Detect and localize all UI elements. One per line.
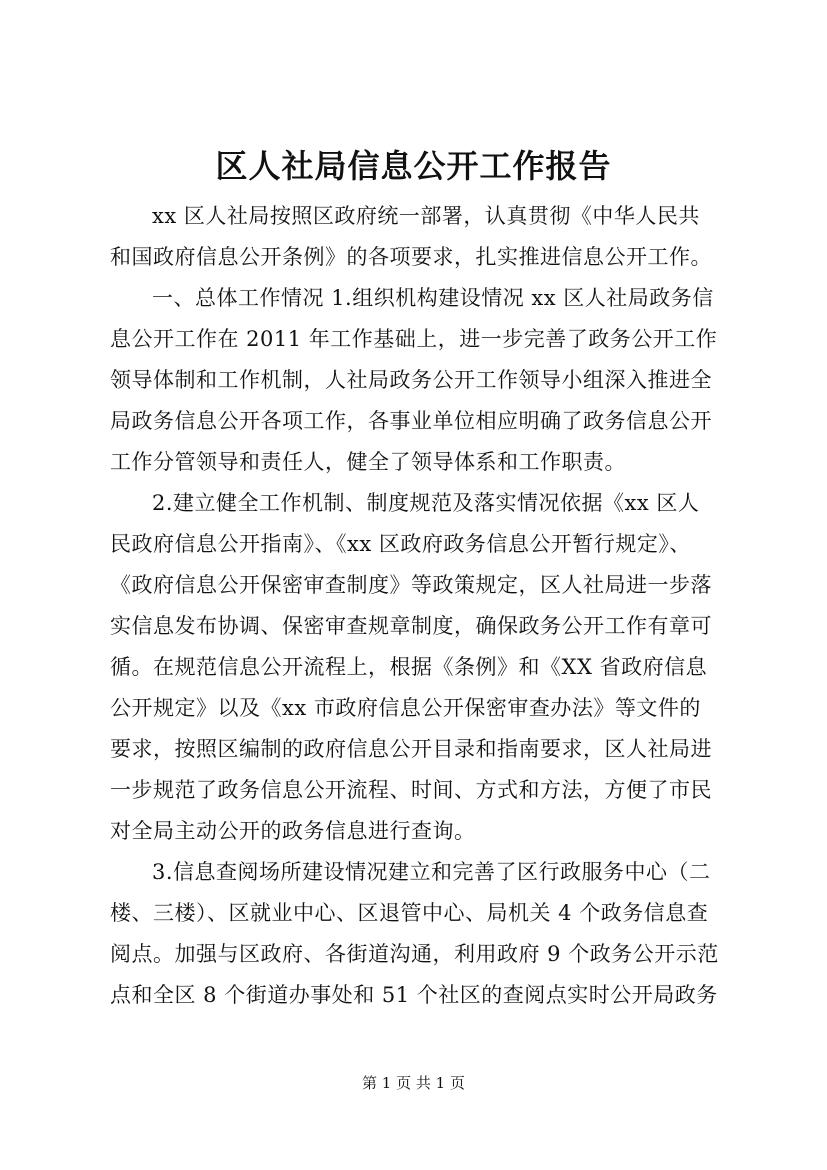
body-line: 一步规范了政务信息公开流程、时间、方式和方法，方便了市民: [110, 778, 712, 802]
body-line: 《政府信息公开保密审查制度》等政策规定，区人社局进一步落: [110, 573, 712, 597]
body-line: 点和全区 8 个街道办事处和 51 个社区的查阅点实时公开局政务: [110, 983, 718, 1007]
body-line: 楼、三楼）、区就业中心、区退管中心、局机关 4 个政务信息查: [110, 901, 709, 925]
body-line: 和国政府信息公开条例》的各项要求，扎实推进信息公开工作。: [110, 245, 712, 269]
page-footer: 第 1 页 共 1 页: [362, 1074, 465, 1092]
body-line: 对全局主动公开的政务信息进行查询。: [110, 819, 476, 843]
body-line: 要求，按照区编制的政府信息公开目录和指南要求，区人社局进: [110, 737, 712, 761]
body-line: xx 区人社局按照区政府统一部署，认真贯彻《中华人民共: [152, 204, 700, 228]
body-line: 民政府信息公开指南》、《xx 区政府政务信息公开暂行规定》、: [110, 532, 691, 556]
body-line: 公开规定》以及《xx 市政府信息公开保密审查办法》等文件的: [110, 696, 701, 720]
body-line: 循。在规范信息公开流程上，根据《条例》和《XX 省政府信息: [110, 655, 708, 679]
body-line: 局政务信息公开各项工作，各事业单位相应明确了政务信息公开: [110, 409, 712, 433]
body-line: 领导体制和工作机制，人社局政务公开工作领导小组深入推进全: [110, 368, 712, 392]
body-line: 2.建立健全工作机制、制度规范及落实情况依据《xx 区人: [152, 491, 700, 515]
body-line: 息公开工作在 2011 年工作基础上，进一步完善了政务公开工作: [110, 327, 718, 351]
body-line: 工作分管领导和责任人，健全了领导体系和工作职责。: [110, 450, 626, 474]
document-title: 区人社局信息公开工作报告: [215, 147, 612, 185]
document-body: [110, 196, 722, 1016]
body-line: 实信息发布协调、保密审查规章制度，确保政务公开工作有章可: [110, 614, 712, 638]
body-line: 一、总体工作情况 1.组织机构建设情况 xx 区人社局政务信: [152, 286, 714, 310]
body-line: 3.信息查阅场所建设情况建立和完善了区行政服务中心（二: [152, 860, 711, 884]
body-line: 阅点。加强与区政府、各街道沟通，利用政府 9 个政务公开示范: [110, 942, 719, 966]
